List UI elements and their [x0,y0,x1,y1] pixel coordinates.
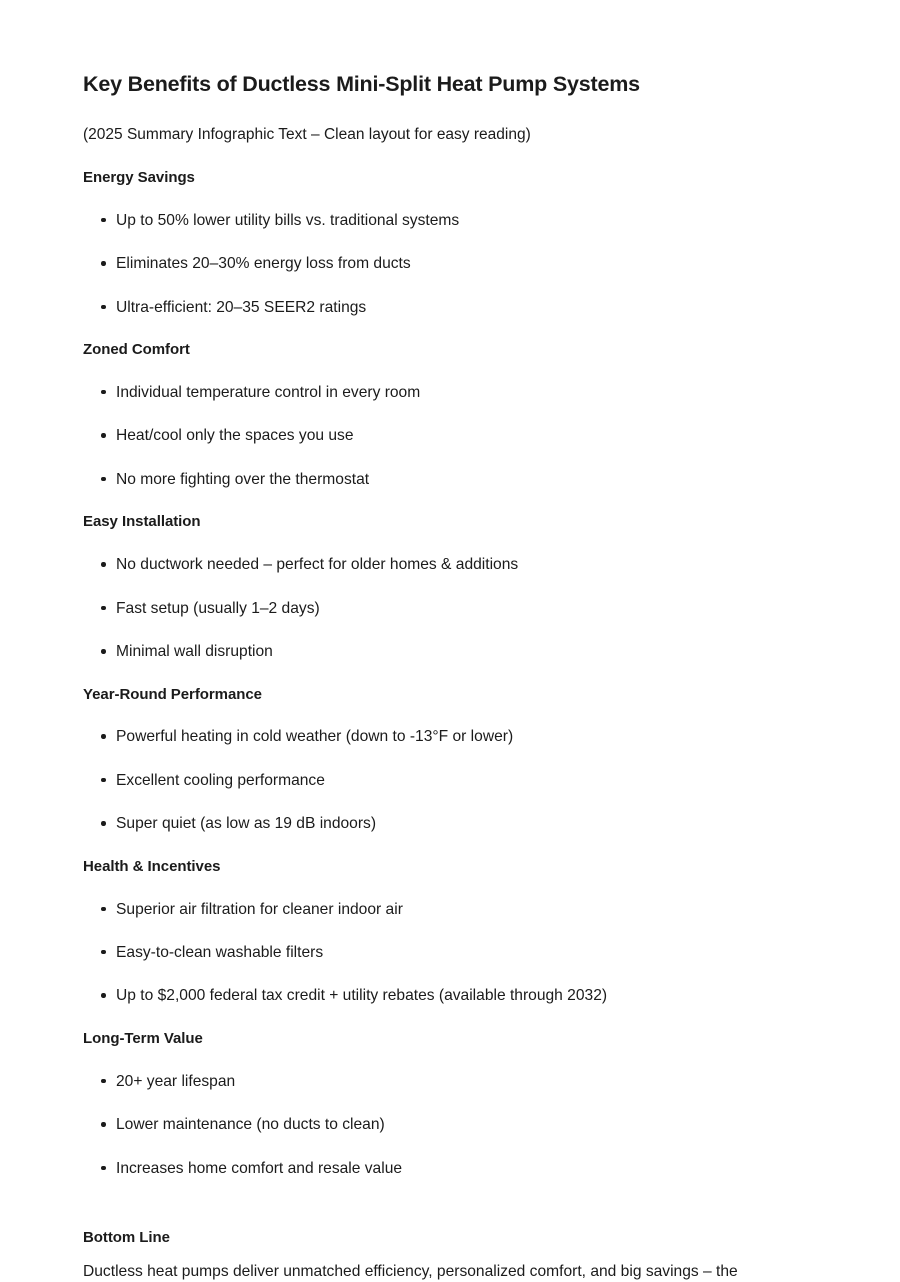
bullet-point-icon [101,562,106,567]
bullet-list [83,383,805,489]
list-item [83,1072,805,1091]
list-item [83,383,805,402]
bullet-list [83,555,805,661]
list-item [83,814,805,833]
bullet-point-icon [101,606,106,611]
section-heading: Long-Term Value [83,1029,203,1047]
list-item-text: Easy-to-clean washable filters [116,943,324,961]
list-item [83,298,805,317]
list-item-text: 20+ year lifespan [116,1072,236,1090]
list-item-text: Lower maintenance (no ducts to clean) [116,1116,385,1134]
sections-container [83,169,805,1282]
list-item [83,211,805,230]
section-heading: Zoned Comfort [83,341,190,359]
bullet-point-icon [101,305,106,310]
list-item [83,555,805,574]
bullet-point-icon [101,649,106,654]
list-item [83,642,805,661]
list-item-text: Up to 50% lower utility bills vs. traditional systems [116,211,460,229]
bullet-point-icon [101,477,106,482]
bullet-list [83,211,805,317]
list-item [83,254,805,273]
list-item-text: Minimal wall disruption [116,643,273,661]
bullet-list [83,727,805,833]
bullet-point-icon [101,218,106,223]
bullet-point-icon [101,778,106,783]
list-item [83,771,805,790]
section-heading: Easy Installation [83,513,201,531]
bullet-point-icon [101,993,106,998]
section-long-term-value [83,1030,805,1178]
page-title: Key Benefits of Ductless Mini-Split Heat Pump Systems [83,72,640,96]
list-item [83,1115,805,1134]
section-year-round-performance [83,686,805,834]
list-item [83,727,805,746]
section-health-incentives [83,858,805,1006]
list-item-text: Powerful heating in cold weather (down to -13°F or lower) [116,728,514,746]
bullet-point-icon [101,1079,106,1084]
list-item-text: Super quiet (as low as 19 dB indoors) [116,815,377,833]
list-item-text: Heat/cool only the spaces you use [116,427,354,445]
list-item-text: Superior air filtration for cleaner indoor air [116,900,403,918]
list-item [83,986,805,1005]
bullet-list [83,1072,805,1178]
bullet-point-icon [101,734,106,739]
list-item-text: No more fighting over the thermostat [116,470,370,488]
section-heading: Energy Savings [83,168,195,186]
bullet-point-icon [101,950,106,955]
bullet-point-icon [101,433,106,438]
bullet-point-icon [101,907,106,912]
list-item [83,1159,805,1178]
list-item-text: Up to $2,000 federal tax credit + utility rebates (available through 2032) [116,987,608,1005]
list-item-text: Eliminates 20–30% energy loss from ducts [116,255,411,273]
section-heading: Health & Incentives [83,857,221,875]
section-heading: Year-Round Performance [83,685,262,703]
section-easy-installation [83,513,805,661]
list-item [83,470,805,489]
bullet-point-icon [101,261,106,266]
bullet-point-icon [101,821,106,826]
list-item [83,943,805,962]
section-heading: Bottom Line [83,1229,170,1247]
bullet-point-icon [101,1122,106,1127]
page-subtitle: (2025 Summary Infographic Text – Clean layout for easy reading) [83,125,531,143]
list-item-text: Fast setup (usually 1–2 days) [116,599,320,617]
bullet-list [83,900,805,1006]
list-item-text: Increases home comfort and resale value [116,1159,403,1177]
bullet-point-icon [101,390,106,395]
section-bottom-line [83,1229,805,1282]
section-energy-savings [83,169,805,317]
list-item-text: Ultra-efficient: 20–35 SEER2 ratings [116,298,367,316]
list-item [83,599,805,618]
bullet-point-icon [101,1166,106,1171]
list-item-text: No ductwork needed – perfect for older homes & additions [116,556,519,574]
bottom-line-text: Ductless heat pumps deliver unmatched efficiency, personalized comfort, and big savings – the [83,1262,738,1280]
list-item [83,426,805,445]
list-item [83,900,805,919]
list-item-text: Individual temperature control in every room [116,383,421,401]
section-zoned-comfort [83,341,805,489]
list-item-text: Excellent cooling performance [116,771,325,789]
